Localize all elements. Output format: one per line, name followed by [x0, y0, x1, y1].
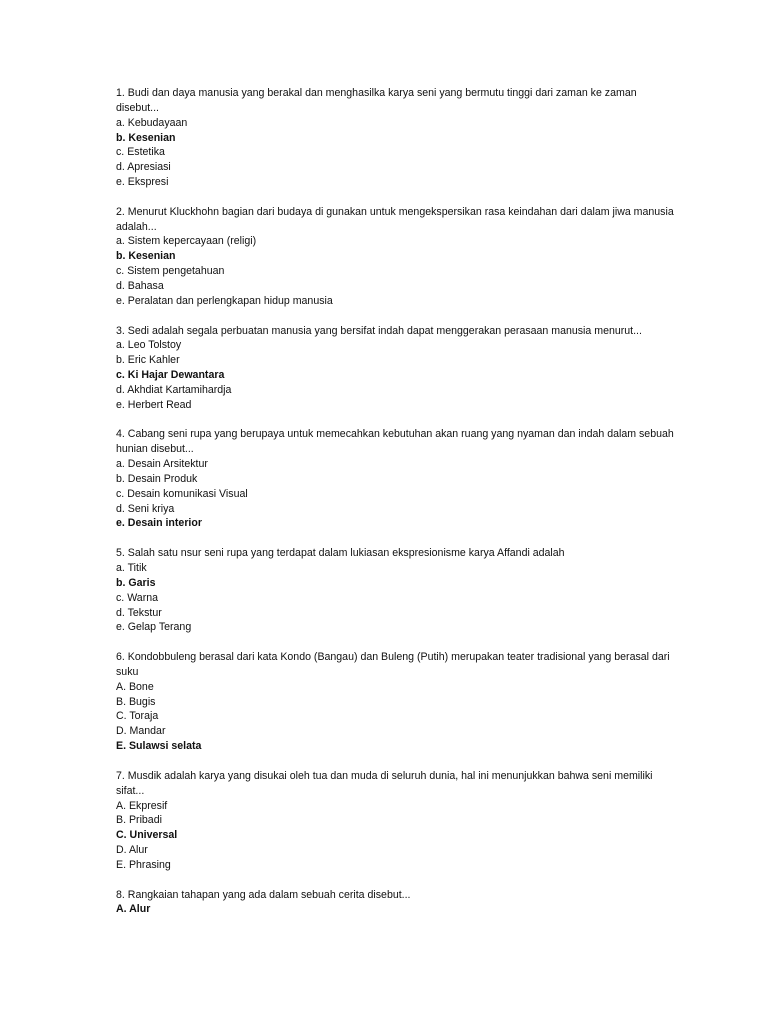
option-label: d.: [116, 279, 125, 292]
question-body: Menurut Kluckhohn bagian dari budaya di gunakan untuk mengekspersikan rasa keindahan dari dalam jiwa manusia adalah...: [116, 205, 674, 233]
answer-option: [116, 160, 676, 175]
answer-option: [116, 116, 676, 131]
question-number: 6.: [116, 651, 125, 664]
option-text: Sistem kepercayaan (religi): [127, 235, 257, 248]
answer-option: [116, 279, 676, 294]
option-label: A.: [116, 680, 127, 693]
answer-option-correct: [116, 516, 676, 531]
answer-option: [116, 606, 676, 621]
question-text: [116, 86, 676, 116]
option-text: Seni kriya: [127, 502, 175, 515]
option-text: Garis: [128, 576, 156, 589]
answer-option: [116, 145, 676, 160]
question-body: Cabang seni rupa yang berupaya untuk memecahkan kebutuhan akan ruang yang nyaman dan indah dalam sebuah hunian disebut...: [116, 428, 674, 456]
answer-option-correct: [116, 576, 676, 591]
answer-option: [116, 709, 676, 724]
option-label: e.: [116, 294, 125, 307]
answer-option: [116, 858, 676, 873]
question-body: Musdik adalah karya yang disukai oleh tua dan muda di seluruh dunia, hal ini menunjukkan bahwa seni memiliki sifat...: [116, 769, 653, 797]
option-label: e.: [116, 398, 125, 411]
option-text: Bone: [128, 680, 154, 693]
option-text: Kebudayaan: [127, 116, 188, 129]
answer-option: [116, 398, 676, 413]
option-label: e.: [116, 176, 125, 189]
option-label: e.: [116, 621, 125, 634]
option-text: Kesenian: [128, 250, 176, 263]
answer-option: [116, 353, 676, 368]
answer-option: [116, 175, 676, 190]
option-text: Estetika: [127, 146, 165, 159]
answer-option: [116, 620, 676, 635]
question-text: [116, 650, 676, 680]
option-label: a.: [116, 458, 125, 471]
option-label: c.: [116, 591, 125, 604]
option-label: b.: [116, 131, 126, 144]
question-text: [116, 769, 676, 799]
option-text: Toraja: [129, 710, 159, 723]
option-text: Bugis: [128, 695, 156, 708]
option-text: Warna: [127, 591, 159, 604]
option-text: Desain Produk: [127, 472, 198, 485]
question-number: 2.: [116, 205, 125, 218]
answer-option: [116, 799, 676, 814]
question-text: [116, 888, 676, 903]
question-body: Kondobbuleng berasal dari kata Kondo (Bangau) dan Buleng (Putih) merupakan teater tradisional yang berasal dari suku: [116, 651, 670, 678]
question-text: [116, 427, 676, 457]
option-label: b.: [116, 354, 125, 367]
question-7: [116, 769, 676, 873]
option-label: C.: [116, 829, 127, 842]
question-2: [116, 205, 676, 309]
answer-option: [116, 487, 676, 502]
option-label: D.: [116, 725, 127, 738]
option-text: Akhdiat Kartamihardja: [127, 383, 232, 396]
answer-option: [116, 695, 676, 710]
option-label: e.: [116, 517, 125, 530]
option-label: a.: [116, 562, 125, 574]
question-8: [116, 888, 676, 918]
option-label: d.: [116, 606, 125, 619]
answer-option-correct: [116, 902, 676, 917]
option-label: E.: [116, 740, 127, 753]
option-label: d.: [116, 502, 125, 515]
answer-option-correct: [116, 828, 676, 843]
option-label: d.: [116, 161, 125, 174]
option-label: b.: [116, 472, 125, 485]
answer-option: [116, 472, 676, 487]
option-text: Universal: [129, 829, 178, 842]
option-label: d.: [116, 383, 125, 396]
answer-option: [116, 813, 676, 828]
option-text: Sulawsi selata: [128, 740, 202, 753]
option-text: Phrasing: [128, 858, 171, 871]
document-page: [116, 86, 676, 932]
option-label: a.: [116, 235, 125, 248]
option-label: c.: [116, 487, 125, 500]
option-text: Leo Tolstoy: [127, 339, 182, 352]
option-label: D.: [116, 844, 127, 857]
question-body: Salah satu nsur seni rupa yang terdapat dalam lukiasan ekspresionisme karya Affandi adalah: [127, 547, 565, 560]
option-text: Gelap Terang: [127, 621, 192, 634]
question-number: 7.: [116, 769, 125, 782]
option-text: Desain Arsitektur: [127, 458, 208, 471]
answer-option-correct: [116, 739, 676, 754]
option-text: Herbert Read: [127, 398, 192, 411]
question-4: [116, 427, 676, 531]
option-text: Mandar: [129, 725, 166, 738]
question-number: 3.: [116, 324, 125, 337]
option-label: b.: [116, 250, 126, 263]
option-text: Ki Hajar Dewantara: [127, 369, 225, 382]
question-body: Budi dan daya manusia yang berakal dan menghasilka karya seni yang bermutu tinggi dari zaman ke zaman disebut...: [116, 87, 637, 114]
option-label: c.: [116, 146, 125, 159]
answer-option: [116, 234, 676, 249]
option-text: Apresiasi: [127, 161, 171, 174]
option-text: Tekstur: [127, 606, 162, 619]
answer-option-correct: [116, 249, 676, 264]
question-body: Sedi adalah segala perbuatan manusia yang bersifat indah dapat menggerakan perasaan manusia menurut...: [127, 324, 642, 337]
option-label: E.: [116, 858, 127, 871]
answer-option: [116, 294, 676, 309]
option-label: C.: [116, 710, 127, 723]
question-number: 5.: [116, 547, 125, 560]
question-1: [116, 86, 676, 190]
option-text: Pribadi: [128, 814, 162, 827]
question-text: [116, 546, 676, 561]
question-number: 4.: [116, 428, 125, 441]
option-label: b.: [116, 576, 126, 589]
option-text: Peralatan dan perlengkapan hidup manusia: [127, 294, 333, 307]
option-text: Kesenian: [128, 131, 176, 144]
option-label: c.: [116, 369, 125, 382]
option-text: Sistem pengetahuan: [127, 265, 225, 278]
question-text: [116, 205, 676, 235]
answer-option: [116, 591, 676, 606]
answer-option: [116, 724, 676, 739]
option-text: Desain interior: [127, 517, 202, 530]
question-5: [116, 546, 676, 635]
option-text: Alur: [128, 844, 148, 857]
question-3: [116, 324, 676, 413]
option-text: Titik: [127, 562, 147, 574]
answer-option: [116, 843, 676, 858]
option-label: a.: [116, 116, 125, 129]
answer-option-correct: [116, 368, 676, 383]
answer-option: [116, 680, 676, 695]
question-text: [116, 324, 676, 339]
question-number: 8.: [116, 888, 125, 901]
option-text: Ekspresi: [127, 176, 169, 189]
option-label: a.: [116, 339, 125, 352]
option-text: Alur: [129, 903, 151, 916]
answer-option-correct: [116, 131, 676, 146]
answer-option: [116, 338, 676, 353]
option-label: B.: [116, 695, 127, 708]
question-body: Rangkaian tahapan yang ada dalam sebuah cerita disebut...: [127, 888, 411, 901]
answer-option: [116, 502, 676, 517]
answer-option: [116, 457, 676, 472]
question-number: 1.: [116, 87, 125, 99]
option-label: B.: [116, 814, 127, 827]
option-text: Bahasa: [127, 279, 164, 292]
option-label: c.: [116, 265, 125, 278]
option-label: A.: [116, 903, 127, 916]
option-text: Eric Kahler: [127, 354, 180, 367]
option-text: Ekpresif: [128, 799, 168, 812]
option-label: A.: [116, 799, 127, 812]
question-6: [116, 650, 676, 754]
option-text: Desain komunikasi Visual: [127, 487, 248, 500]
answer-option: [116, 264, 676, 279]
answer-option: [116, 561, 676, 576]
answer-option: [116, 383, 676, 398]
